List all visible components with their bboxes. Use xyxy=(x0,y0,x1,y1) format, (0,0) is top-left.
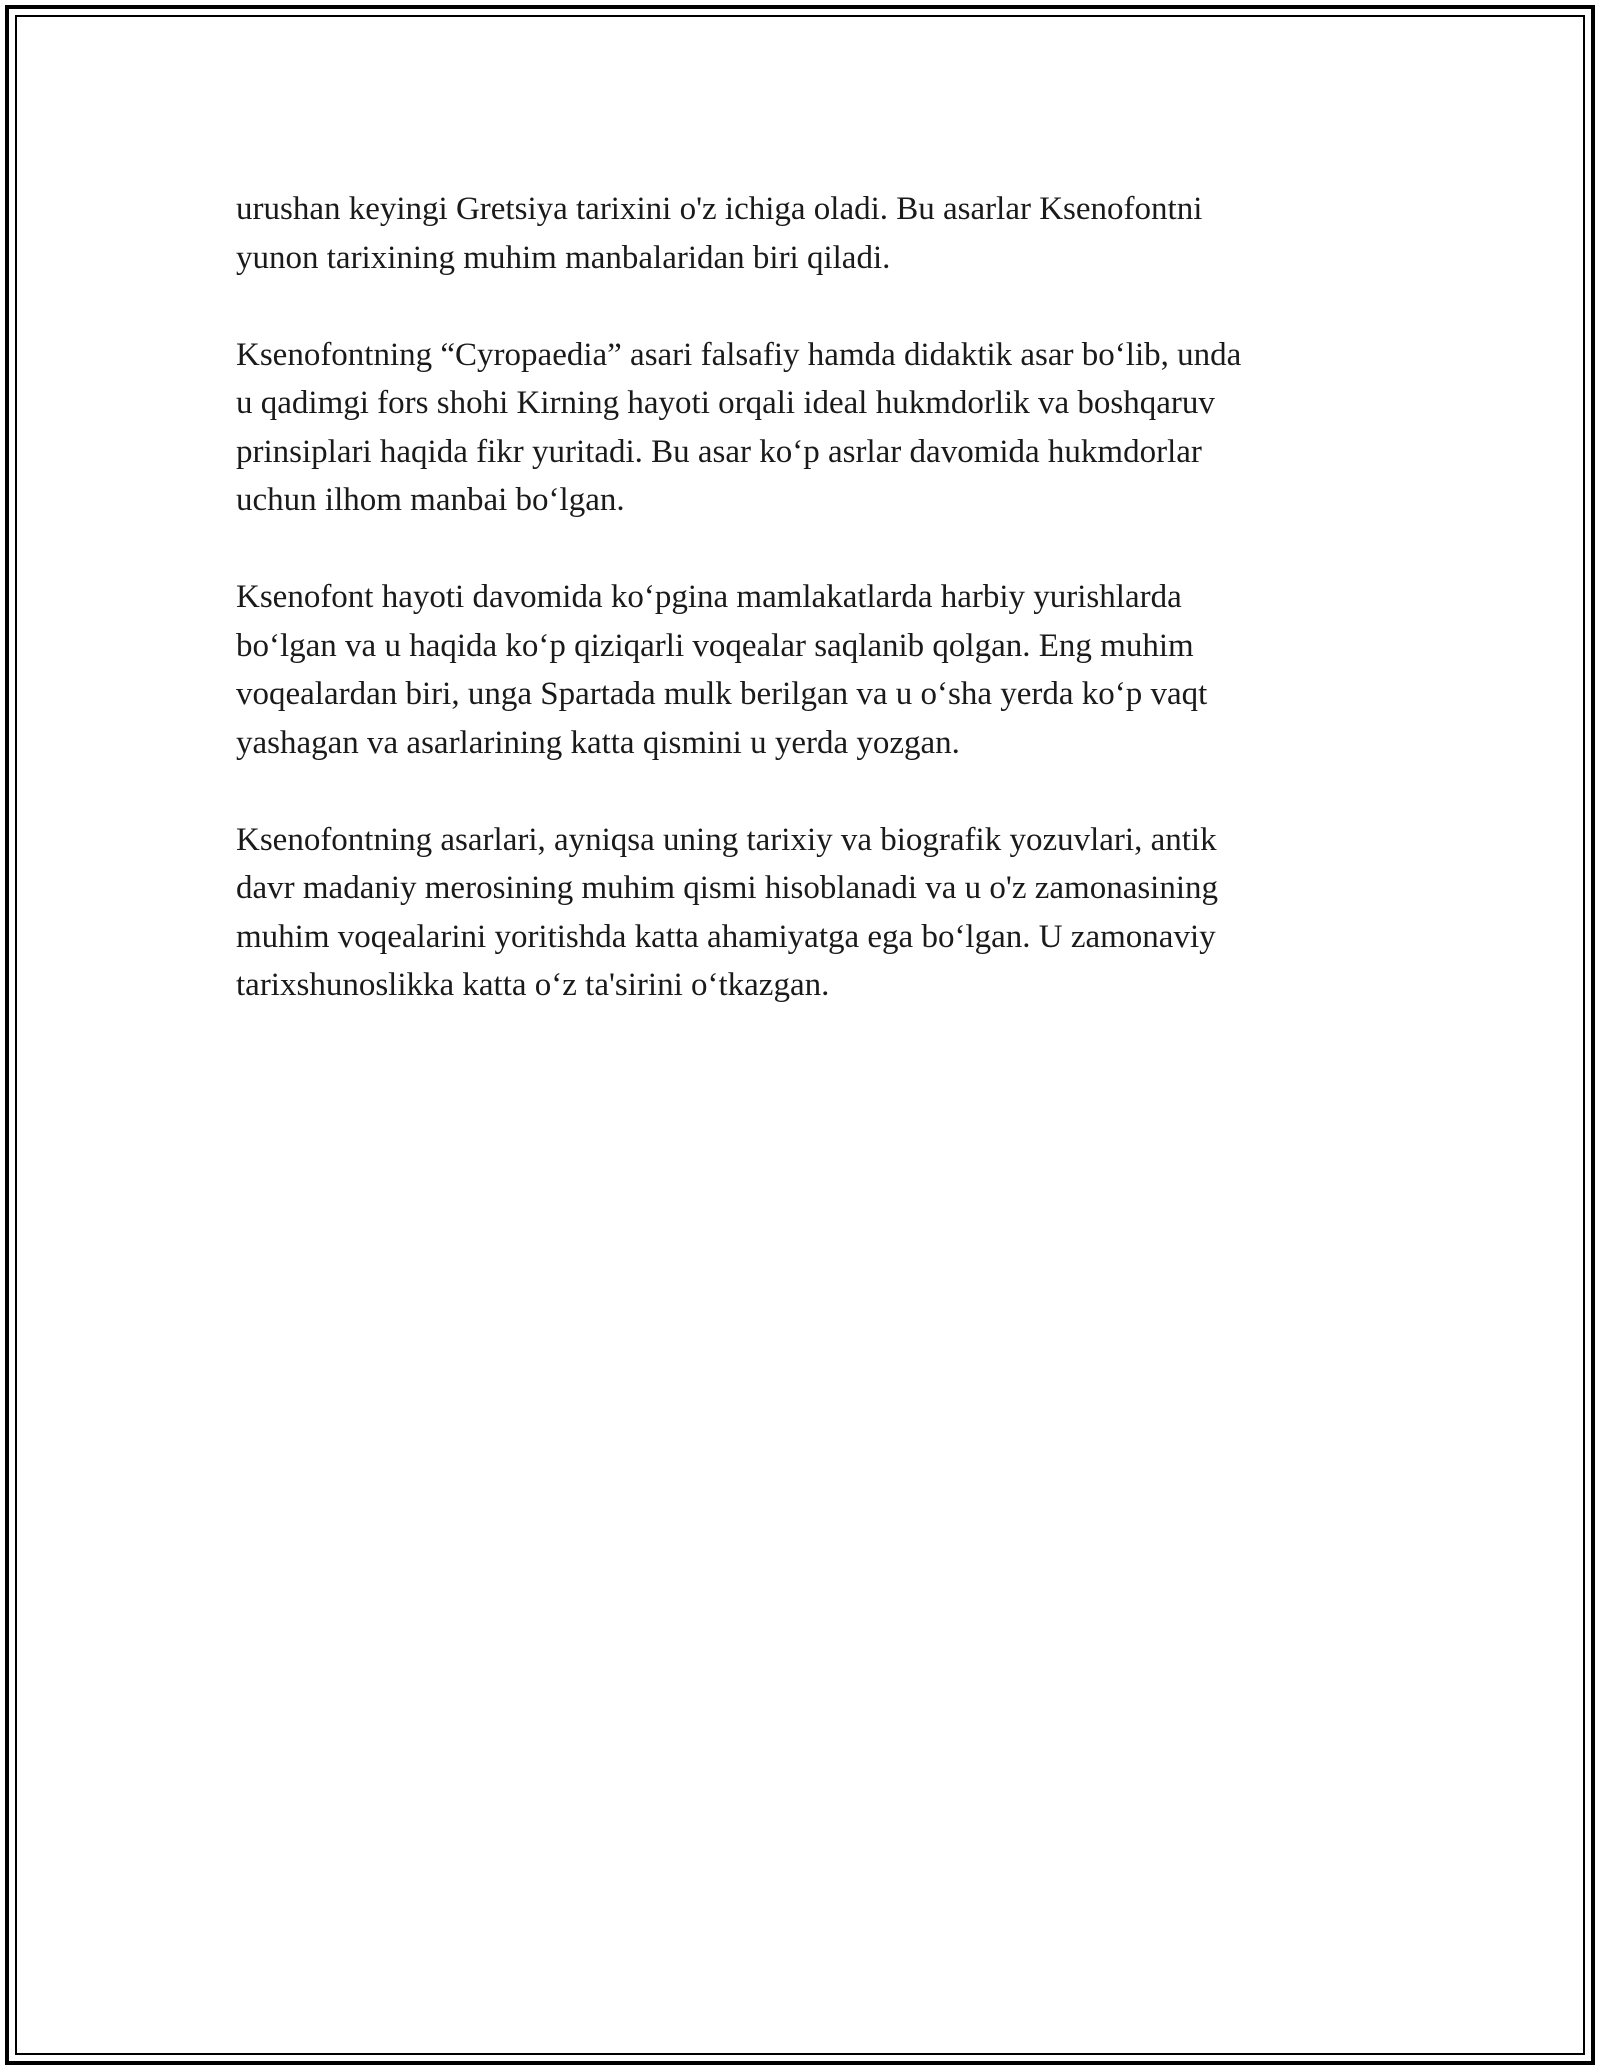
paragraph-3 xyxy=(236,573,1376,767)
document-body xyxy=(236,185,1376,1058)
text-line: prinsiplari haqida fikr yuritadi. Bu asar ko‘p asrlar davomida hukmdorlar xyxy=(236,433,1202,470)
paragraph-1 xyxy=(236,185,1376,282)
text-line: uchun ilhom manbai bo‘lgan. xyxy=(236,482,625,518)
paragraph-4 xyxy=(236,816,1376,1010)
text-line: Ksenofont hayoti davomida ko‘pgina mamlakatlarda harbiy yurishlarda xyxy=(236,579,1182,615)
text-line: muhim voqealarini yoritishda katta ahamiyatga ega bo‘lgan. U zamonaviy xyxy=(236,918,1216,955)
text-line: yunon tarixining muhim manbalaridan biri qiladi. xyxy=(236,239,891,276)
text-line: urushan keyingi Gretsiya tarixini o'z ichiga oladi. Bu asarlar Ksenofontni xyxy=(236,191,1203,227)
text-line: Ksenofontning “Cyropaedia” asari falsafiy hamda didaktik asar bo‘lib, unda xyxy=(236,336,1242,373)
text-line: bo‘lgan va u haqida ko‘p qiziqarli voqealar saqlanib qolgan. Eng muhim xyxy=(236,627,1194,664)
text-line: voqealardan biri, unga Spartada mulk berilgan va u o‘sha yerda ko‘p vaqt xyxy=(236,676,1208,712)
text-line: yashagan va asarlarining katta qismini u yerda yozgan. xyxy=(236,724,960,761)
text-line: Ksenofontning asarlari, ayniqsa uning tarixiy va biografik yozuvlari, antik xyxy=(236,821,1217,858)
text-line: davr madaniy merosining muhim qismi hisoblanadi va u o'z zamonasining xyxy=(236,870,1219,906)
text-line: tarixshunoslikka katta o‘z ta'sirini o‘tkazgan. xyxy=(236,967,830,1003)
text-line: u qadimgi fors shohi Kirning hayoti orqali ideal hukmdorlik va boshqaruv xyxy=(236,385,1215,421)
paragraph-2 xyxy=(236,331,1376,525)
